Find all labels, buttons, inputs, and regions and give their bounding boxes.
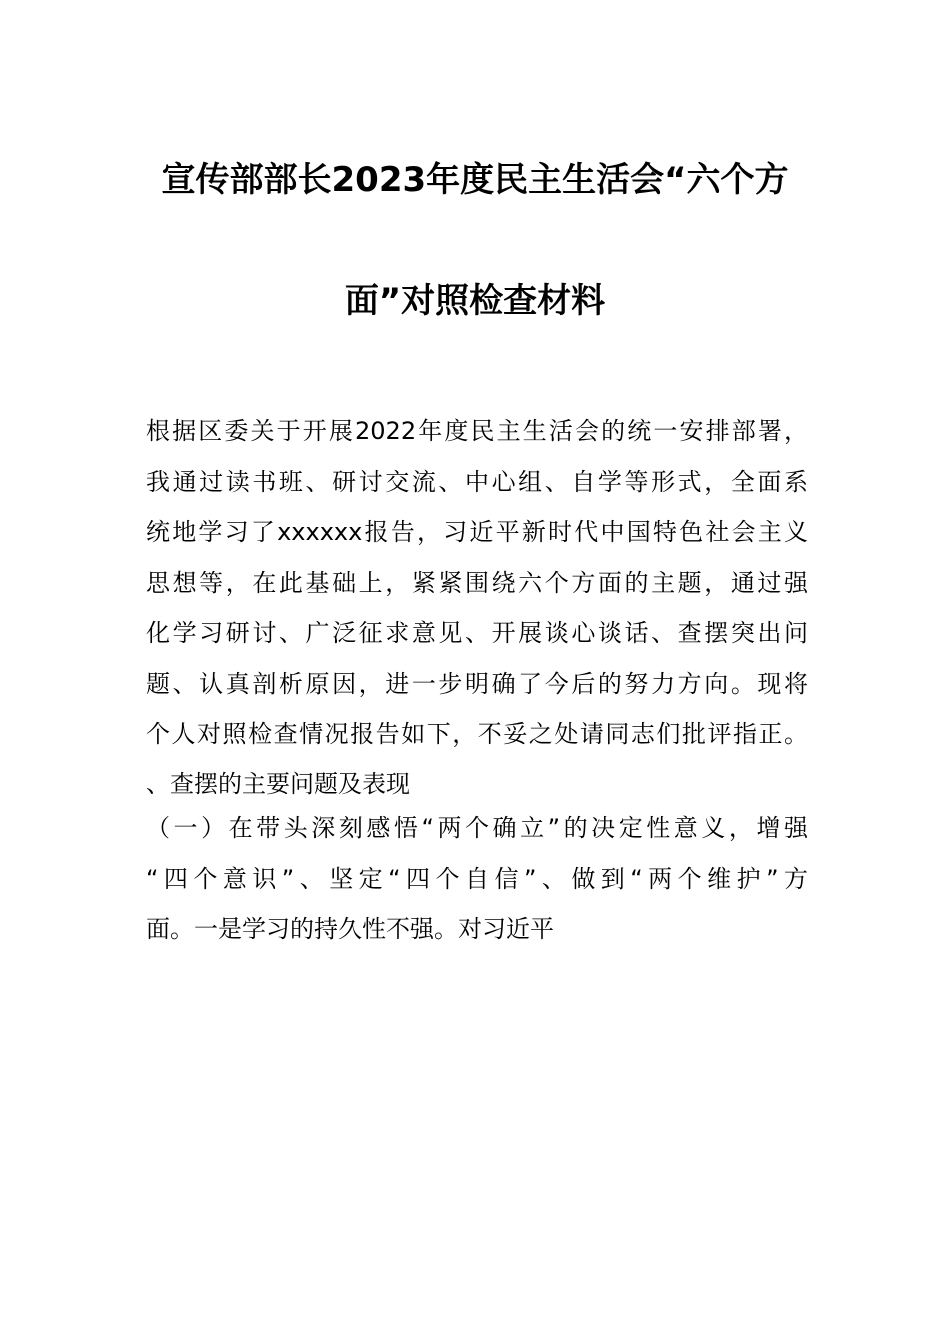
intro-paragraph bbox=[146, 406, 808, 760]
document-title-line-2: 面”对照检查材料 bbox=[344, 281, 606, 321]
intro-paragraph-line: 个人对照检查情况报告如下，不妥之处请同志们批评指正。 bbox=[146, 720, 808, 748]
subsection-paragraph bbox=[146, 803, 808, 955]
intro-paragraph-line: 我通过读书班、研讨交流、中心组、自学等形式，全面系 bbox=[146, 467, 808, 496]
intro-paragraph-line: 题、认真剖析原因，进一步明确了今后的努力方向。现将 bbox=[146, 669, 808, 698]
intro-paragraph-line: 化学习研讨、广泛征求意见、开展谈心谈话、查摆突出问 bbox=[146, 619, 808, 647]
intro-paragraph-line: 根据区委关于开展2022年度民主生活会的统一安排部署， bbox=[146, 417, 808, 445]
section-heading-text: 、查摆的主要问题及表现 bbox=[146, 770, 410, 798]
intro-paragraph-line: 统地学习了xxxxxx报告，习近平新时代中国特色社会主义 bbox=[146, 518, 808, 546]
section-heading bbox=[146, 759, 808, 810]
subsection-paragraph-line: （一）在带头深刻感悟“两个确立”的决定性意义，增强 bbox=[146, 814, 808, 842]
document-title-line-1: 宣传部部长2023年度民主生活会“六个方 bbox=[161, 160, 789, 200]
subsection-paragraph-line: 面。一是学习的持久性不强。对习近平 bbox=[146, 915, 554, 943]
intro-paragraph-line: 思想等，在此基础上，紧紧围绕六个方面的主题，通过强 bbox=[146, 568, 808, 597]
subsection-paragraph-line: “四个意识”、坚定“四个自信”、做到“两个维护”方 bbox=[146, 864, 808, 893]
